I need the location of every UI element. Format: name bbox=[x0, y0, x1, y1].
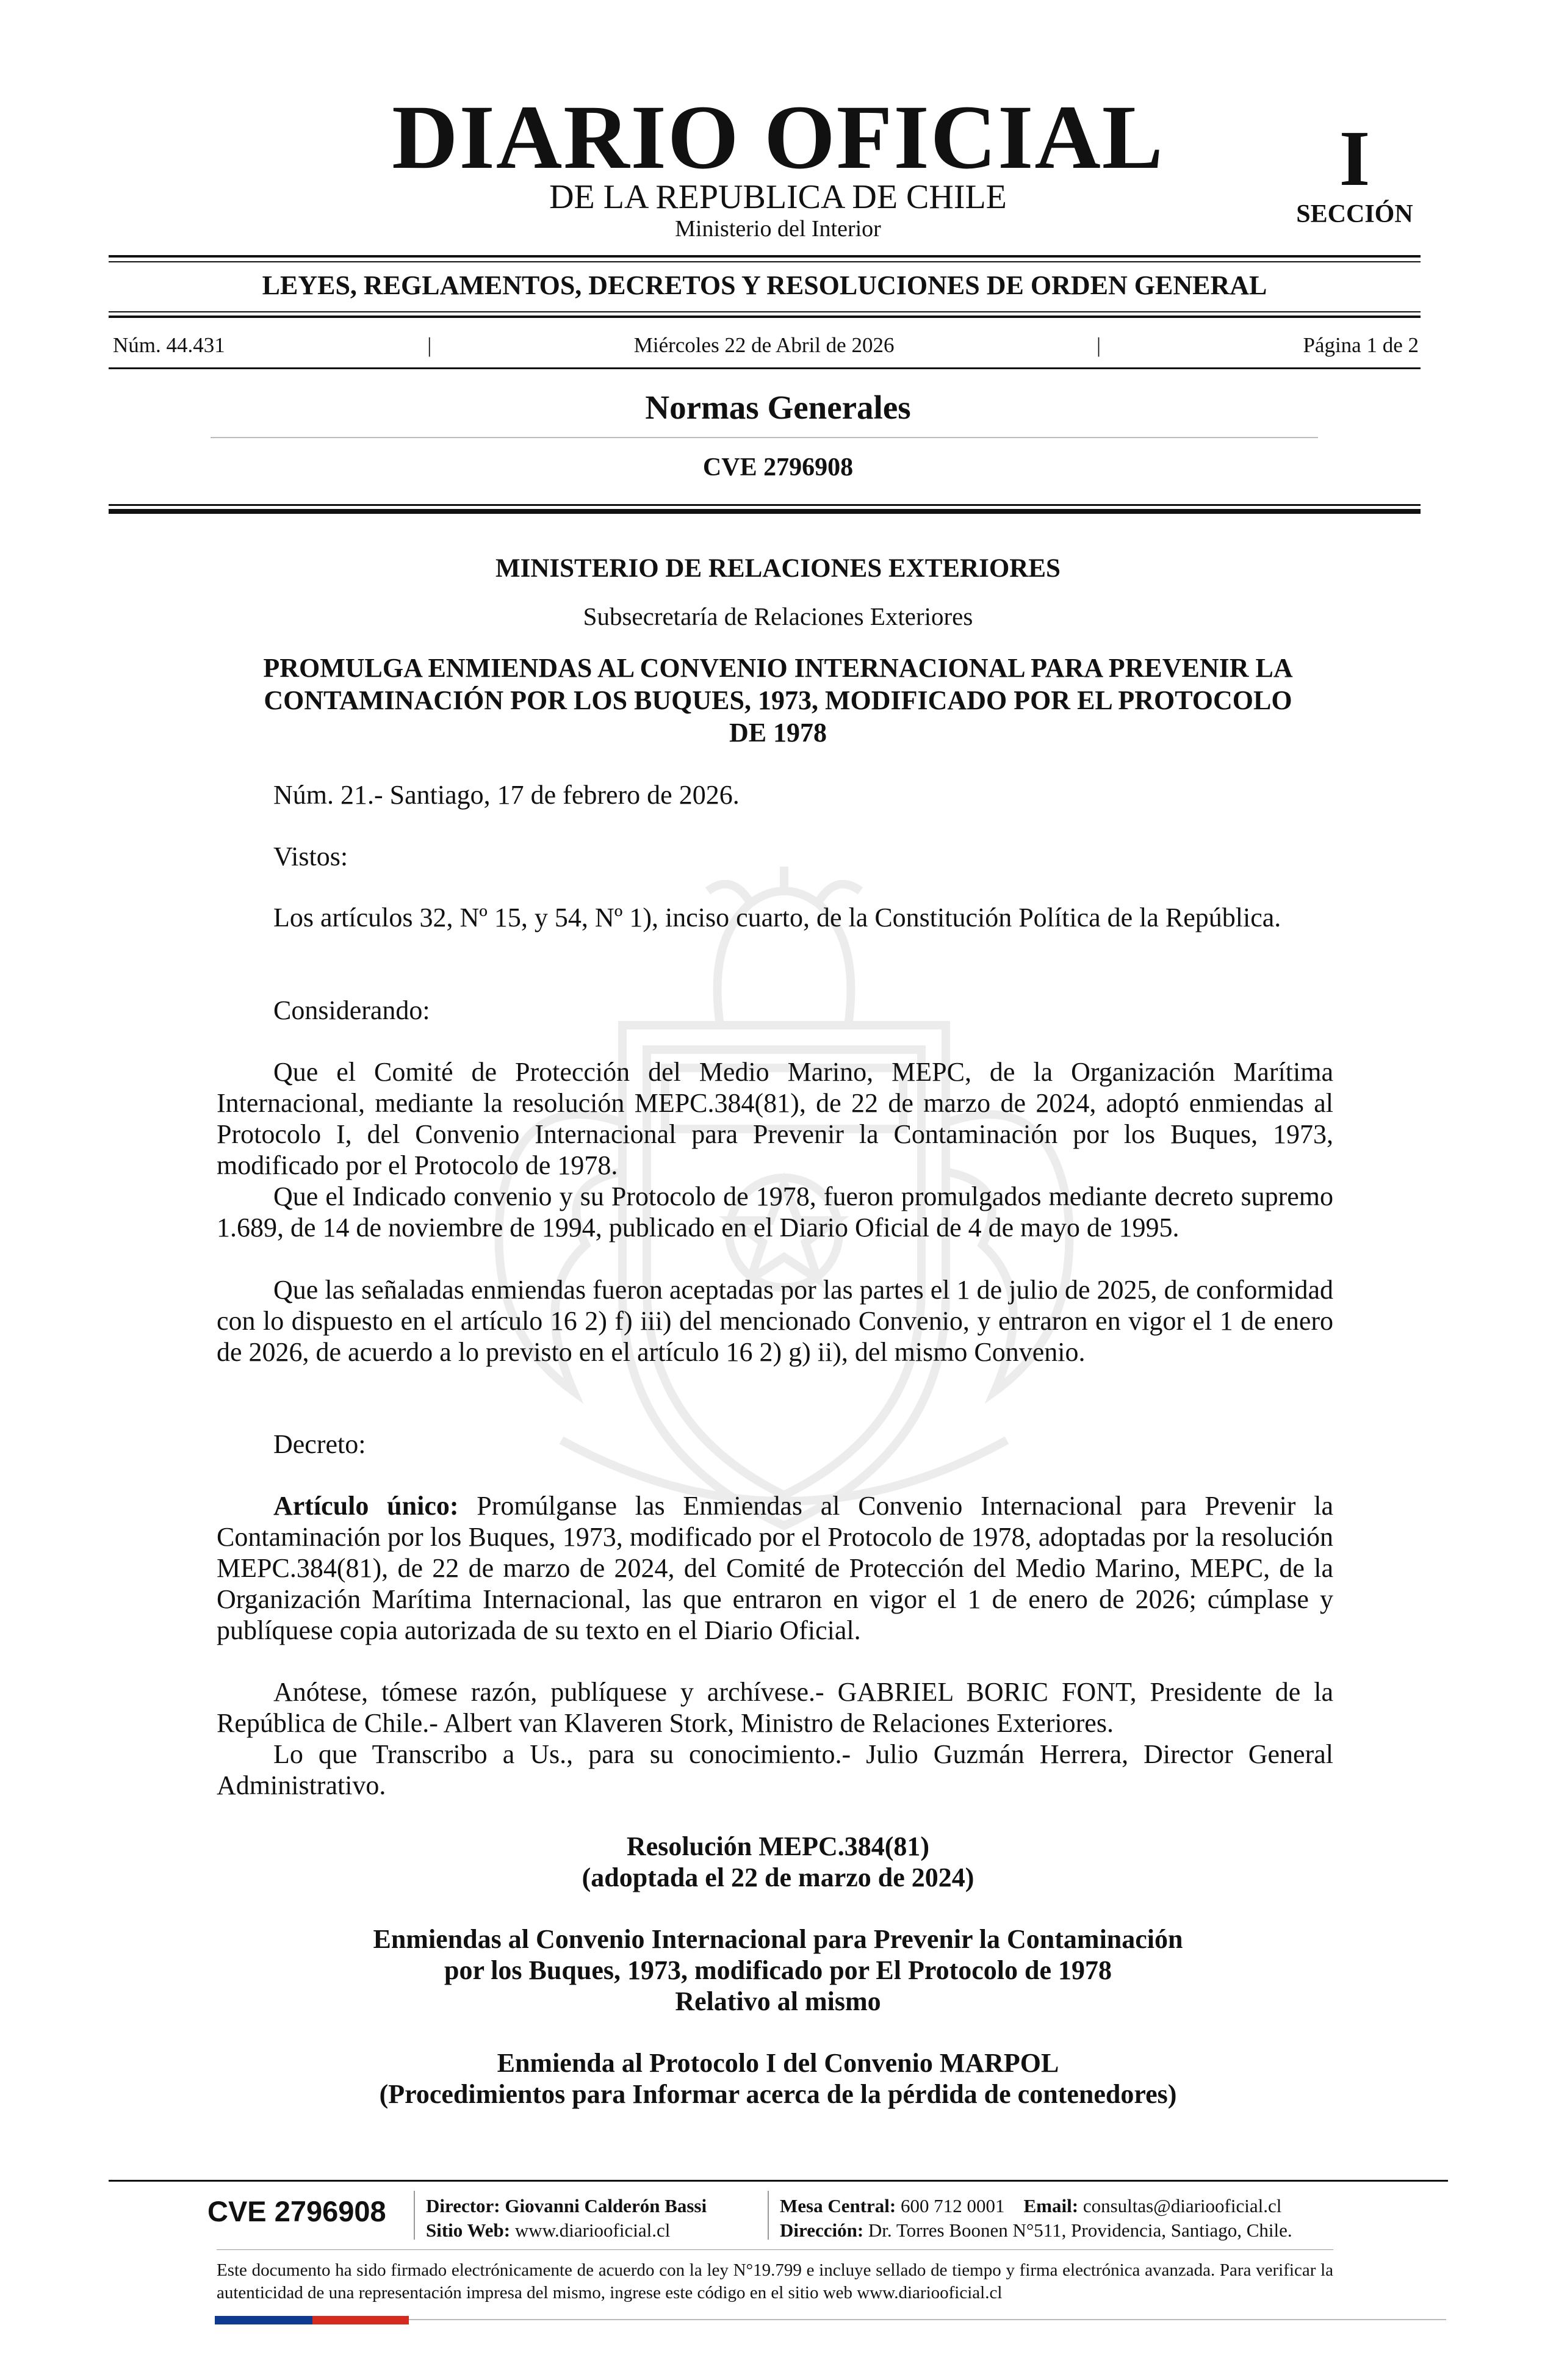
ministry-label: Ministerio del Interior bbox=[675, 216, 881, 242]
resolution-heading-line: Resolución MEPC.384(81) bbox=[626, 1831, 930, 1861]
footer-legal-notice: Este documento ha sido firmado electrónicamente de acuerdo con la ley N°19.799 e incluye sellado de tiempo y firma electrónica avanzada. Para verificar la autenticidad de una representación impresa del mismo, ingrese este código en el sitio web www.diariooficial.cl bbox=[217, 2260, 1333, 2302]
decree-number: Núm. 21.- Santiago, 17 de febrero de 2026. bbox=[273, 780, 740, 810]
footer-web-label: Sitio Web: bbox=[426, 2220, 511, 2241]
newspaper-title: DIARIO OFICIAL bbox=[392, 87, 1164, 188]
meta-separator: | bbox=[427, 333, 432, 357]
footer-address bbox=[780, 2218, 1292, 2243]
vistos-label: Vistos: bbox=[273, 842, 348, 871]
decreto-label: Decreto: bbox=[273, 1429, 366, 1459]
section-title: Normas Generales bbox=[645, 389, 911, 426]
footer-rule bbox=[109, 2180, 1448, 2182]
footer-divider bbox=[768, 2191, 769, 2240]
signature-paragraph-1: Anótese, tómese razón, publíquese y archívese.- GABRIEL BORIC FONT, Presidente de la República de Chile.- Albert van Klaveren Stork, Ministro de Relaciones Exteriores. bbox=[217, 1677, 1333, 1738]
resolution-heading bbox=[0, 1831, 1556, 1893]
document-title-line: PROMULGA ENMIENDAS AL CONVENIO INTERNACIONAL PARA PREVENIR LA bbox=[263, 653, 1293, 683]
amendments-heading-line: Relativo al mismo bbox=[675, 1986, 881, 2016]
flag-stripe-red bbox=[312, 2316, 409, 2324]
flag-stripe-line bbox=[409, 2319, 1446, 2320]
footer-mesa-label: Mesa Central: bbox=[780, 2195, 896, 2216]
issue-meta-row bbox=[113, 334, 1419, 356]
section-title-rule bbox=[211, 437, 1318, 438]
articulo-text: Promúlganse las Enmiendas al Convenio Internacional para Prevenir la Contaminación por los Buques, 1973, modificado por el Protocolo de 1978, adoptadas por la resolución MEPC.384(81), de 22 de marzo de 2024, del Comité de Protección del Medio Marino, MEPC, de la Organización Marítima Internacional, las que entraron en vigor el 1 de enero de 2026; cúmplase y publíquese copia autorizada de su texto en el Diario Oficial. bbox=[217, 1491, 1333, 1645]
footer-address-label: Dirección: bbox=[780, 2220, 864, 2241]
considerando-paragraph-3: Que las señaladas enmiendas fueron aceptadas por las partes el 1 de julio de 2025, de conformidad con lo dispuesto en el artículo 16 2) f) iii) del mencionado Convenio, y entraron en vigor el 1 de enero de 2026, de acuerdo a lo previsto en el artículo 16 2) g) ii), del mismo Convenio. bbox=[217, 1275, 1333, 1367]
vistos-text: Los artículos 32, Nº 15, y 54, Nº 1), inciso cuarto, de la Constitución Política de la República. bbox=[273, 903, 1281, 932]
header-rule-mid bbox=[109, 311, 1421, 312]
considerando-paragraph-2: Que el Indicado convenio y su Protocolo de 1978, fueron promulgados mediante decreto supremo 1.689, de 14 de noviembre de 1994, publicado en el Diario Oficial de 4 de mayo de 1995. bbox=[217, 1181, 1333, 1242]
considerando-paragraph-1: Que el Comité de Protección del Medio Marino, MEPC, de la Organización Marítima Internacional, mediante la resolución MEPC.384(81), de 22 de marzo de 2024, adoptó enmiendas al Protocolo I, del Convenio Internacional para Prevenir la Contaminación por los Buques, 1973, modificado por el Protocolo de 1978. bbox=[217, 1057, 1333, 1180]
footer-director-label: Director: bbox=[426, 2195, 500, 2216]
meta-separator: | bbox=[1096, 333, 1101, 357]
articulo-unico bbox=[217, 1490, 1333, 1646]
footer-email-link[interactable]: consultas@diariooficial.cl bbox=[1082, 2195, 1282, 2216]
meta-rule bbox=[109, 367, 1421, 369]
amendments-heading-line: Enmiendas al Convenio Internacional para Prevenir la Contaminación bbox=[373, 1924, 1183, 1954]
footer-divider bbox=[414, 2191, 415, 2240]
document-subsecretariat: Subsecretaría de Relaciones Exteriores bbox=[583, 602, 973, 630]
cve-code: CVE 2796908 bbox=[702, 453, 854, 481]
articulo-label: Artículo único: bbox=[273, 1491, 459, 1521]
marpol-heading-line: (Procedimientos para Informar acerca de la pérdida de contenedores) bbox=[379, 2079, 1177, 2109]
header-rule-mid-thick bbox=[109, 316, 1421, 318]
cve-rule-thin bbox=[109, 504, 1421, 506]
amendments-heading bbox=[0, 1924, 1556, 2017]
flag-stripe-blue bbox=[215, 2316, 312, 2324]
header-rule-top bbox=[109, 255, 1421, 258]
footer-contact bbox=[780, 2194, 1281, 2218]
signature-paragraph-2: Lo que Transcribo a Us., para su conocimiento.- Julio Guzmán Herrera, Director General Administrativo. bbox=[217, 1739, 1333, 1800]
header-rule-top-thin bbox=[109, 261, 1421, 262]
document-title bbox=[201, 652, 1355, 749]
marpol-heading bbox=[0, 2047, 1556, 2110]
footer-web-link[interactable]: www.diariooficial.cl bbox=[514, 2220, 671, 2241]
document-title-line: CONTAMINACIÓN POR LOS BUQUES, 1973, MODIFICADO POR EL PROTOCOLO bbox=[264, 685, 1292, 715]
section-number: I bbox=[1339, 115, 1371, 203]
footer-director bbox=[426, 2194, 707, 2218]
footer-cve-code: CVE 2796908 bbox=[207, 2195, 386, 2227]
newspaper-subtitle: DE LA REPUBLICA DE CHILE bbox=[549, 178, 1007, 216]
footer-director-name: Giovanni Calderón Bassi bbox=[505, 2195, 707, 2216]
resolution-heading-line: (adoptada el 22 de marzo de 2024) bbox=[582, 1863, 974, 1892]
header-band: LEYES, REGLAMENTOS, DECRETOS Y RESOLUCIONES DE ORDEN GENERAL bbox=[262, 270, 1267, 300]
document-title-line: DE 1978 bbox=[729, 718, 827, 748]
footer-mesa-value: 600 712 0001 bbox=[901, 2195, 1005, 2216]
document-ministry: MINISTERIO DE RELACIONES EXTERIORES bbox=[495, 554, 1061, 583]
issue-number: Núm. 44.431 bbox=[113, 333, 225, 357]
section-label: SECCIÓN bbox=[1296, 200, 1413, 228]
issue-date: Miércoles 22 de Abril de 2026 bbox=[633, 333, 895, 357]
amendments-heading-line: por los Buques, 1973, modificado por El Protocolo de 1978 bbox=[444, 1955, 1112, 1985]
footer-address-value: Dr. Torres Boonen N°511, Providencia, Santiago, Chile. bbox=[868, 2220, 1292, 2241]
footer-thin-rule bbox=[217, 2249, 1333, 2250]
footer-website bbox=[426, 2218, 670, 2243]
cve-rule-thick bbox=[109, 509, 1421, 514]
marpol-heading-line: Enmienda al Protocolo I del Convenio MARPOL bbox=[497, 2048, 1059, 2078]
page-indicator: Página 1 de 2 bbox=[1303, 333, 1419, 357]
considerando-label: Considerando: bbox=[273, 995, 430, 1025]
footer-email-label: Email: bbox=[1023, 2195, 1079, 2216]
